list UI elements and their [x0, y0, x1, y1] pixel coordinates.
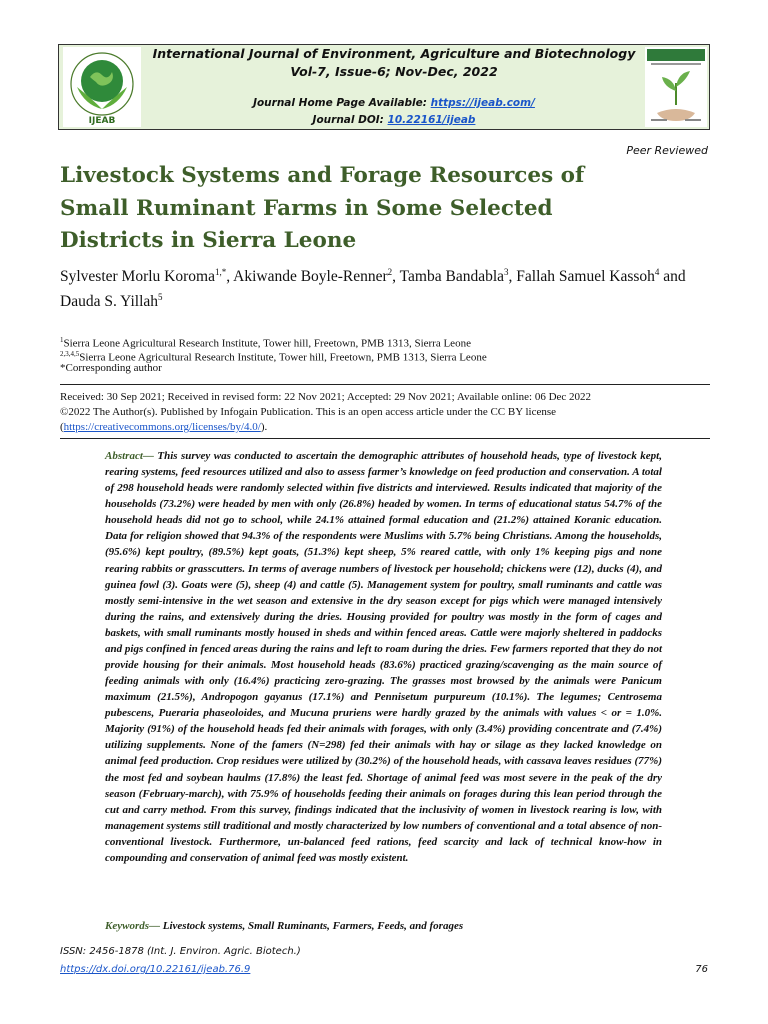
author-separator: , — [392, 268, 400, 286]
affiliation-text: Sierra Leone Agricultural Research Institute, Tower hill, Freetown, PMB 1313, Sierra Leone — [63, 337, 471, 350]
doi-label: Journal DOI: — [312, 114, 388, 126]
author-affiliation-mark: 2 — [387, 267, 393, 277]
author-name: Tamba Bandabla — [399, 268, 505, 286]
author-name: Fallah Samuel Kassoh — [516, 268, 655, 286]
home-link[interactable]: https://ijeab.com/ — [430, 97, 535, 109]
article-history — [60, 390, 710, 435]
keywords-label: Keywords— — [105, 920, 160, 932]
divider — [60, 384, 710, 385]
author-separator: , — [226, 268, 234, 286]
divider — [60, 438, 710, 439]
license-line: (https://creativecommons.org/licenses/by/4.0/). — [60, 421, 268, 433]
journal-logo — [63, 47, 141, 127]
logo-text: IJEAB — [88, 116, 116, 126]
abstract — [105, 448, 662, 866]
abstract-label: Abstract— — [105, 450, 154, 462]
copyright-line: ©2022 The Author(s). Published by Infogain Publication. This is an open access article under the CC BY license — [60, 406, 557, 418]
paper-title: Livestock Systems and Forage Resources of Small Ruminant Farms in Some Selected Districts in Sierra Leone — [60, 163, 585, 253]
journal-doi-line — [149, 114, 639, 126]
dates-line: Received: 30 Sep 2021; Received in revised form: 22 Nov 2021; Accepted: 29 Nov 2021; Available online: 06 Dec 2022 — [60, 391, 592, 403]
author-name: Akiwande Boyle-Renner — [233, 268, 388, 286]
peer-reviewed-label: Peer Reviewed — [626, 144, 708, 157]
author-separator: , — [508, 268, 517, 286]
affiliation-text: *Corresponding author — [60, 362, 162, 374]
doi-link[interactable]: 10.22161/ijeab — [387, 114, 476, 126]
author-name: Dauda S. Yillah — [60, 293, 159, 311]
affiliation-mark: 1 — [60, 336, 64, 344]
journal-home-line — [149, 97, 639, 109]
author-affiliation-mark: 1,* — [214, 267, 227, 277]
author-separator: and — [659, 268, 686, 286]
keywords — [105, 920, 665, 932]
keywords-text: Livestock systems, Small Ruminants, Farmers, Feeds, and forages — [160, 920, 464, 932]
author-name: Sylvester Morlu Koroma — [60, 268, 215, 286]
cover-image — [645, 47, 707, 127]
license-link[interactable]: https://creativecommons.org/licenses/by/4.0/ — [63, 421, 261, 433]
journal-volume: Vol-7, Issue-6; Nov-Dec, 2022 — [290, 64, 498, 79]
footer-doi-link[interactable]: https://dx.doi.org/10.22161/ijeab.76.9 — [60, 964, 251, 975]
home-label: Journal Home Page Available: — [253, 97, 431, 109]
abstract-text: This survey was conducted to ascertain the demographic attributes of household heads, type of livestock kept, rearing systems, feed resources utilized and also to assess farmer’s knowledge on feed production and conservation. A total of 298 household heads were randomly selected within five districts and interviewed. Results indicated that majority of the households (73.2%) were headed by men with only (26.8%) headed by women. In terms of educational status 54.7% of the household heads did not go to school, while 24.1% attained formal education and (21.2%) attained Koranic education. Data for religion showed that 94.3% of the respondents were Muslims with 5.7% being Christians. Among the households, (95.6%) kept poultry, (89.5%) kept goats, (51.3%) kept sheep, 5% reared cattle, with only 1% keeping pigs and none rearing rabbits or grasscutters. In terms of average numbers of livestock per household; chickens were (12), ducks (4), and guinea fowl (3). Goats were (5), sheep (4) and cattle (5). Management system for poultry, small ruminants and cattle was mostly semi-intensive in the wet season and extensive in the dry season except for pigs which were managed intensively during the rains, and extensively during the dries. Housing provided for poultry was mostly in the form of cages and baskets, with small ruminants mostly housed in sheds and within fenced areas. Cattle were majorly sheltered in paddocks and pigs confined in fenced areas during the rains and left to roam during the dries. Few farmers reported that they do not provide housing for their animals. Most household heads (83.6%) practiced grazing/scavenging as the main source of feeding animals with only (16.4%) practicing zero-grazing. The grasses most browsed by the animals were Panicum maximum (21.5%), Andropogon gayanus (17.1%) and Pennisetum purpureum (10.1%). The legumes; Centrosema pubescens, Pueraria phaseoloides, and Mucuna pruriens were hardly grazed by the animals with values < or = 1.0%. Majority (91%) of the household heads fed their animals with forages, with only (3.4%) providing concentrate and (7.4%) utilizing supplements. None of the famers (N=298) fed their animals with hay or silage as they lacked knowledge on animal feed production. Crop residues were utilized by (30.2%) of the household heads, with cassava leaves residues (77%) the most fed and soybean haulms (17.8%) the least fed. Shortage of animal feed was most severe in the peak of the dry season (February-march), with 75.9% of households feeding their animals on forages during this lean period through the cut and carry method. From this survey, findings indicated that the inclusivity of women in livestock rearing is low, with management systems still traditional and mostly characterized by low numbers of conventional and a total absence of non-conventional livestock. Furthermore, un-balanced feed rations, feed scarcity and lack of technical know-how in compounding and conservation of animal feed was mostly existent. — [105, 450, 662, 864]
journal-name: International Journal of Environment, Agriculture and Biotechnology — [152, 46, 636, 61]
footer-issn: ISSN: 2456-1878 (Int. J. Environ. Agric. Biotech.) — [60, 946, 301, 957]
corresponding-author-note — [60, 361, 710, 375]
author-affiliation-mark: 5 — [158, 292, 163, 303]
affiliation-text: Sierra Leone Agricultural Research Institute, Tower hill, Freetown, PMB 1313, Sierra Leone — [79, 351, 487, 364]
journal-header — [58, 44, 710, 130]
affiliation-mark: 2,3,4,5 — [60, 350, 80, 358]
author-affiliation-mark: 4 — [654, 267, 660, 277]
author-affiliation-mark: 3 — [504, 267, 509, 277]
author-list — [60, 262, 710, 312]
page-number: 76 — [695, 964, 708, 975]
